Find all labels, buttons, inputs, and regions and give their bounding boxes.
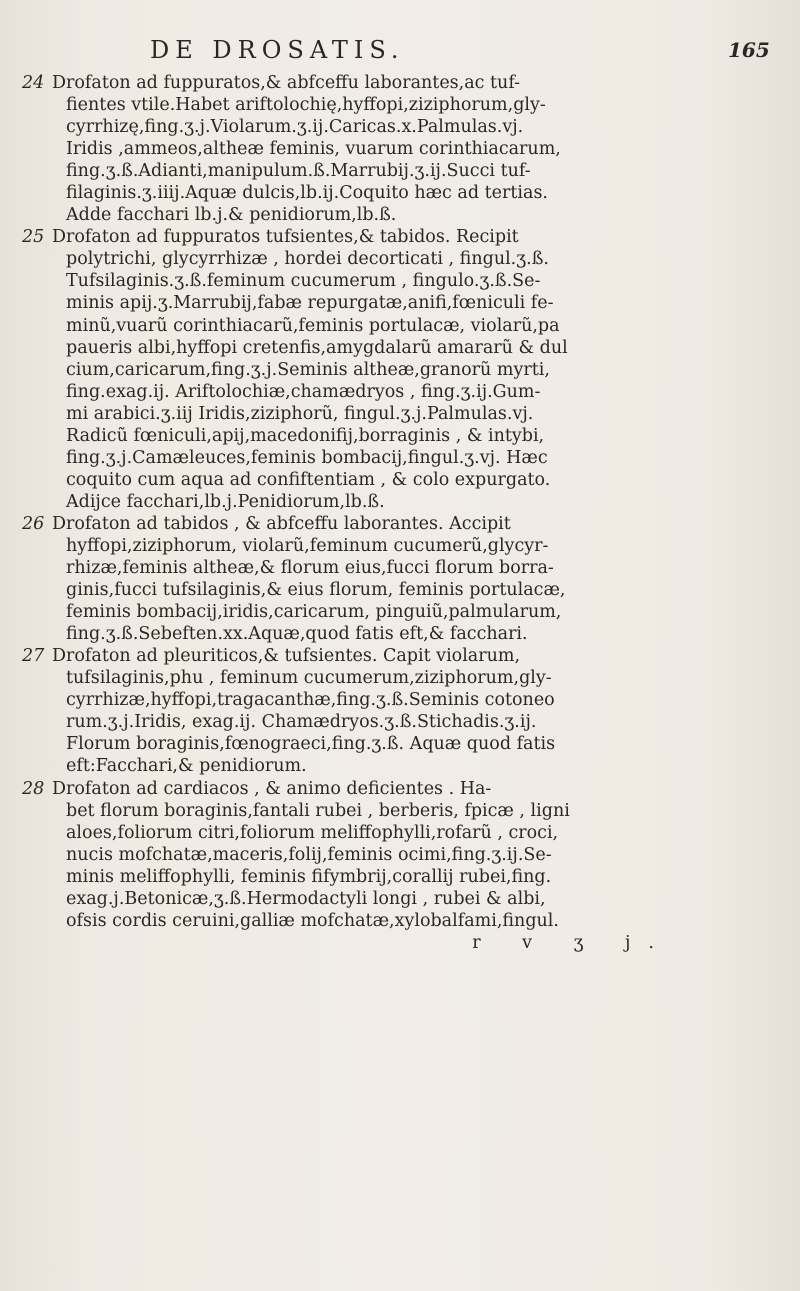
line-text: exag.j.Betonicæ,ʒ.ß.Hermodactyli longi , rubei & albi, — [66, 888, 546, 909]
line-text: minis meliffophylli, feminis fifymbrij,corallij rubei,fing. — [66, 866, 552, 887]
text-line — [22, 513, 752, 535]
text-line — [52, 425, 752, 447]
text-line — [52, 292, 752, 314]
line-text: coquito cum aqua ad confiftentiam , & colo expurgato. — [66, 469, 551, 490]
line-text: Drofaton ad fuppuratos,& abfceffu laborantes,ac tuf- — [52, 73, 521, 93]
line-text: filaginis.ʒ.iiij.Aquæ dulcis,lb.ij.Coquito hæc ad tertias. — [66, 183, 548, 204]
text-line — [52, 138, 752, 160]
text-line — [52, 270, 752, 292]
text-line — [52, 381, 752, 403]
text-line — [52, 204, 752, 226]
line-text: cyrrhizę,fing.ʒ.j.Violarum.ʒ.ij.Caricas.x.Palmulas.vj. — [66, 117, 524, 138]
entry-number: 28 — [22, 778, 45, 799]
line-text: tufsilaginis,phu , feminum cucumerum,ziziphorum,gly- — [66, 668, 552, 689]
text-line — [52, 844, 752, 866]
line-text: fing.ʒ.j.Camæleuces,feminis bombacij,fingul.ʒ.vj. Hæc — [66, 447, 548, 468]
line-text: feminis bombacij,iridis,caricarum, pinguiũ,palmularum, — [66, 602, 562, 623]
text-line — [52, 579, 752, 601]
line-text: cyrrhizæ,hyffopi,tragacanthæ,fing.ʒ.ß.Seminis cotoneo — [66, 690, 555, 711]
entry-number: 25 — [22, 227, 45, 248]
line-text: eft:Facchari,& penidiorum. — [66, 756, 307, 777]
text-line — [22, 226, 752, 248]
running-title: DE DROSATIS. — [150, 36, 405, 64]
line-text: minis apij.ʒ.Marrubij,fabæ repurgatæ,anifi,fœniculi fe- — [66, 293, 554, 314]
line-text: bet florum boraginis,fantali rubei , berberis, fpicæ , ligni — [66, 800, 570, 821]
text-line — [22, 778, 752, 800]
line-text: cium,caricarum,fing.ʒ.j.Seminis altheæ,granorũ myrti, — [66, 359, 550, 380]
line-text: fing.ʒ.ß.Adianti,manipulum.ß.Marrubij.ʒ.ij.Succi tuf- — [66, 161, 531, 182]
line-text: Florum boraginis,fœnograeci,fing.ʒ.ß. Aquæ quod fatis — [66, 734, 556, 755]
text-line — [52, 711, 752, 733]
text-line — [52, 822, 752, 844]
text-line — [52, 248, 752, 270]
line-text: paueris albi,hyffopi cretenfis,amygdalarũ amararũ & dul — [66, 337, 568, 358]
line-text: Drofaton ad tabidos , & abfceffu laborantes. Accipit — [52, 513, 511, 534]
line-text: polytrichi, glycyrrhizæ , hordei decorticati , fingul.ʒ.ß. — [66, 249, 549, 270]
text-line — [52, 160, 752, 182]
line-text: ofsis cordis ceruini,galliæ mofchatæ,xylobalfami,fingul. — [66, 910, 559, 931]
text-line — [52, 491, 752, 513]
text-line — [52, 403, 752, 425]
line-text: mi arabici.ʒ.iij Iridis,ziziphorũ, fingul.ʒ.j.Palmulas.vj. — [66, 403, 534, 424]
entry-number: 27 — [22, 646, 45, 667]
text-line — [52, 888, 752, 910]
line-text: aloes,foliorum citri,foliorum meliffophylli,rofarũ , croci, — [66, 822, 559, 843]
text-line — [52, 182, 752, 204]
line-text: Drofaton ad pleuriticos,& tufsientes. Capit violarum, — [52, 646, 521, 667]
text-line — [52, 447, 752, 469]
line-text: fientes vtile.Habet ariftolochię,hyffopi,ziziphorum,gly- — [66, 95, 546, 116]
text-line — [52, 94, 752, 116]
line-text: ginis,fucci tufsilaginis,& eius florum, feminis portulacæ, — [66, 580, 566, 601]
text-line — [52, 535, 752, 557]
entry-number: 26 — [22, 513, 45, 534]
line-text: Iridis ,ammeos,altheæ feminis, vuarum corinthiacarum, — [66, 139, 561, 160]
text-line — [52, 800, 752, 822]
text-line — [52, 689, 752, 711]
text-line — [52, 866, 752, 888]
text-line — [52, 359, 752, 381]
line-text: rum.ʒ.j.Iridis, exag.ij. Chamædryos.ʒ.ß.Stichadis.ʒ.ij. — [66, 712, 537, 733]
text-line — [52, 116, 752, 138]
text-line — [52, 932, 752, 954]
line-text: nucis mofchatæ,maceris,folij,feminis ocimi,fing.ʒ.ij.Se- — [66, 844, 552, 865]
line-text: fing.ʒ.ß.Sebeften.xx.Aquæ,quod fatis eft,& facchari. — [66, 624, 528, 645]
entry-number: 24 — [22, 73, 45, 93]
text-line — [52, 910, 752, 932]
line-text: minũ,vuarũ corinthiacarũ,feminis portulacæ, violarũ,pa — [66, 315, 560, 336]
text-line — [52, 623, 752, 645]
line-text: Radicũ fœniculi,apij,macedonifij,borraginis , & intybi, — [66, 425, 545, 446]
body-text — [22, 72, 752, 954]
line-text: Tufsilaginis.ʒ.ß.feminum cucumerum , fingulo.ʒ.ß.Se- — [66, 271, 541, 292]
line-text: hyffopi,ziziphorum, violarũ,feminum cucumerũ,glycyr- — [66, 535, 549, 556]
text-line — [52, 557, 752, 579]
line-text: rhizæ,feminis altheæ,& florum eius,fucci florum borra- — [66, 558, 554, 579]
line-text: fing.exag.ij. Ariftolochiæ,chamædryos , fing.ʒ.ij.Gum- — [66, 381, 541, 402]
text-line — [52, 667, 752, 689]
text-line — [22, 72, 752, 94]
line-text: Adijce facchari,lb.j.Penidiorum,lb.ß. — [66, 491, 385, 512]
running-head — [0, 36, 800, 66]
text-line — [52, 755, 752, 777]
page-number: 165 — [728, 38, 770, 62]
text-line — [22, 645, 752, 667]
text-line — [52, 337, 752, 359]
line-text: Drofaton ad cardiacos , & animo deficientes . Ha- — [52, 778, 492, 799]
line-text: r v ʒ j. — [472, 932, 672, 953]
text-line — [52, 315, 752, 337]
line-text: Drofaton ad fuppuratos tufsientes,& tabidos. Recipit — [52, 227, 519, 248]
line-text: Adde facchari lb.j.& penidiorum,lb.ß. — [66, 205, 397, 226]
text-line — [52, 469, 752, 491]
text-line — [52, 733, 752, 755]
text-line — [52, 601, 752, 623]
